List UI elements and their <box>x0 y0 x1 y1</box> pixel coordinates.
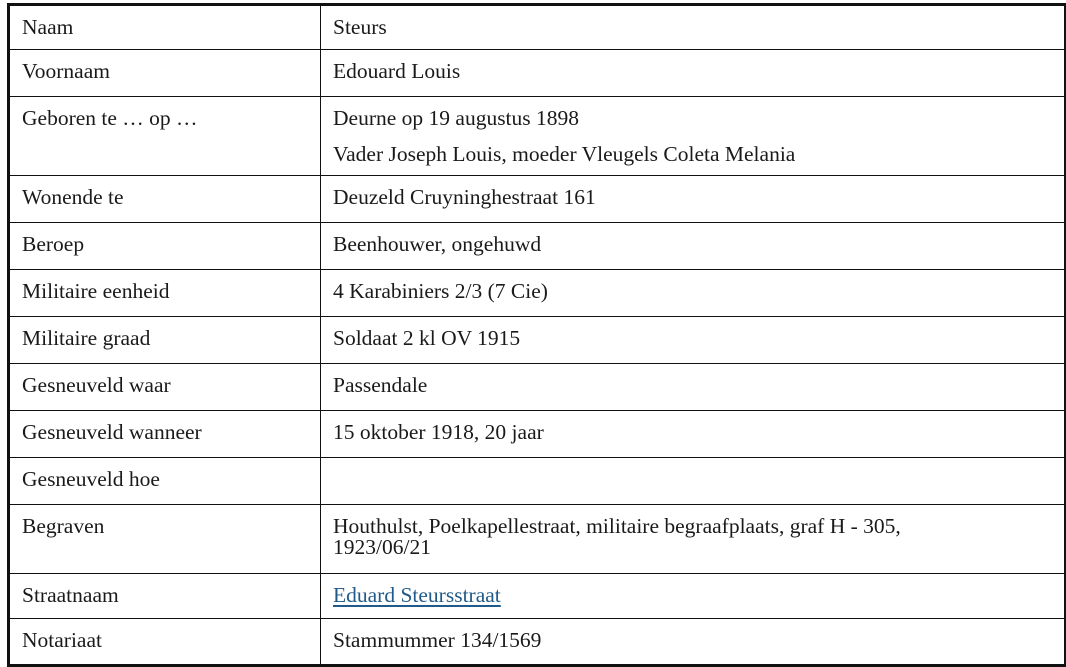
row-value <box>321 505 1066 574</box>
table-row-notariaat <box>9 619 1066 666</box>
birth-line: Deurne op 19 augustus 1898 <box>333 106 580 130</box>
row-value <box>321 458 1066 505</box>
row-value: Soldaat 2 kl OV 1915 <box>321 317 1066 364</box>
burial-date-line: 1923/06/21 <box>333 535 431 559</box>
row-label: Beroep <box>9 223 321 270</box>
row-value: Deuzeld Cruyninghestraat 161 <box>321 176 1066 223</box>
table-row-begraven <box>9 505 1066 574</box>
burial-line: Houthulst, Poelkapellestraat, militaire begraafplaats, graf H - 305, <box>333 514 901 538</box>
parents-line: Vader Joseph Louis, moeder Vleugels Coleta Melania <box>333 142 796 166</box>
table-row-gesneuveld-hoe <box>9 458 1066 505</box>
table-row-voornaam <box>9 50 1066 97</box>
row-label: Gesneuveld wanneer <box>9 411 321 458</box>
row-label: Naam <box>9 5 321 50</box>
row-value: Beenhouwer, ongehuwd <box>321 223 1066 270</box>
row-label: Geboren te … op … <box>9 97 321 176</box>
row-value: Steurs <box>321 5 1066 50</box>
row-label: Voornaam <box>9 50 321 97</box>
table-row-beroep <box>9 223 1066 270</box>
row-label: Notariaat <box>9 619 321 666</box>
table-row-geboren <box>9 97 1066 176</box>
row-value <box>321 574 1066 619</box>
row-value: 15 oktober 1918, 20 jaar <box>321 411 1066 458</box>
table-row-gesneuveld-wanneer <box>9 411 1066 458</box>
row-label: Militaire eenheid <box>9 270 321 317</box>
row-label: Gesneuveld hoe <box>9 458 321 505</box>
row-value: Stammummer 134/1569 <box>321 619 1066 666</box>
table-row-naam <box>9 5 1066 50</box>
row-value: Passendale <box>321 364 1066 411</box>
row-value: 4 Karabiniers 2/3 (7 Cie) <box>321 270 1066 317</box>
row-value: Edouard Louis <box>321 50 1066 97</box>
table-row-wonende <box>9 176 1066 223</box>
street-name-link[interactable]: Eduard Steursstraat <box>333 583 501 607</box>
table-row-militaire-eenheid <box>9 270 1066 317</box>
table-row-gesneuveld-waar <box>9 364 1066 411</box>
row-label: Militaire graad <box>9 317 321 364</box>
row-label: Wonende te <box>9 176 321 223</box>
table-row-militaire-graad <box>9 317 1066 364</box>
row-value <box>321 97 1066 176</box>
row-label: Begraven <box>9 505 321 574</box>
table-row-straatnaam <box>9 574 1066 619</box>
row-label: Gesneuveld waar <box>9 364 321 411</box>
record-table <box>7 3 1066 667</box>
row-label: Straatnaam <box>9 574 321 619</box>
